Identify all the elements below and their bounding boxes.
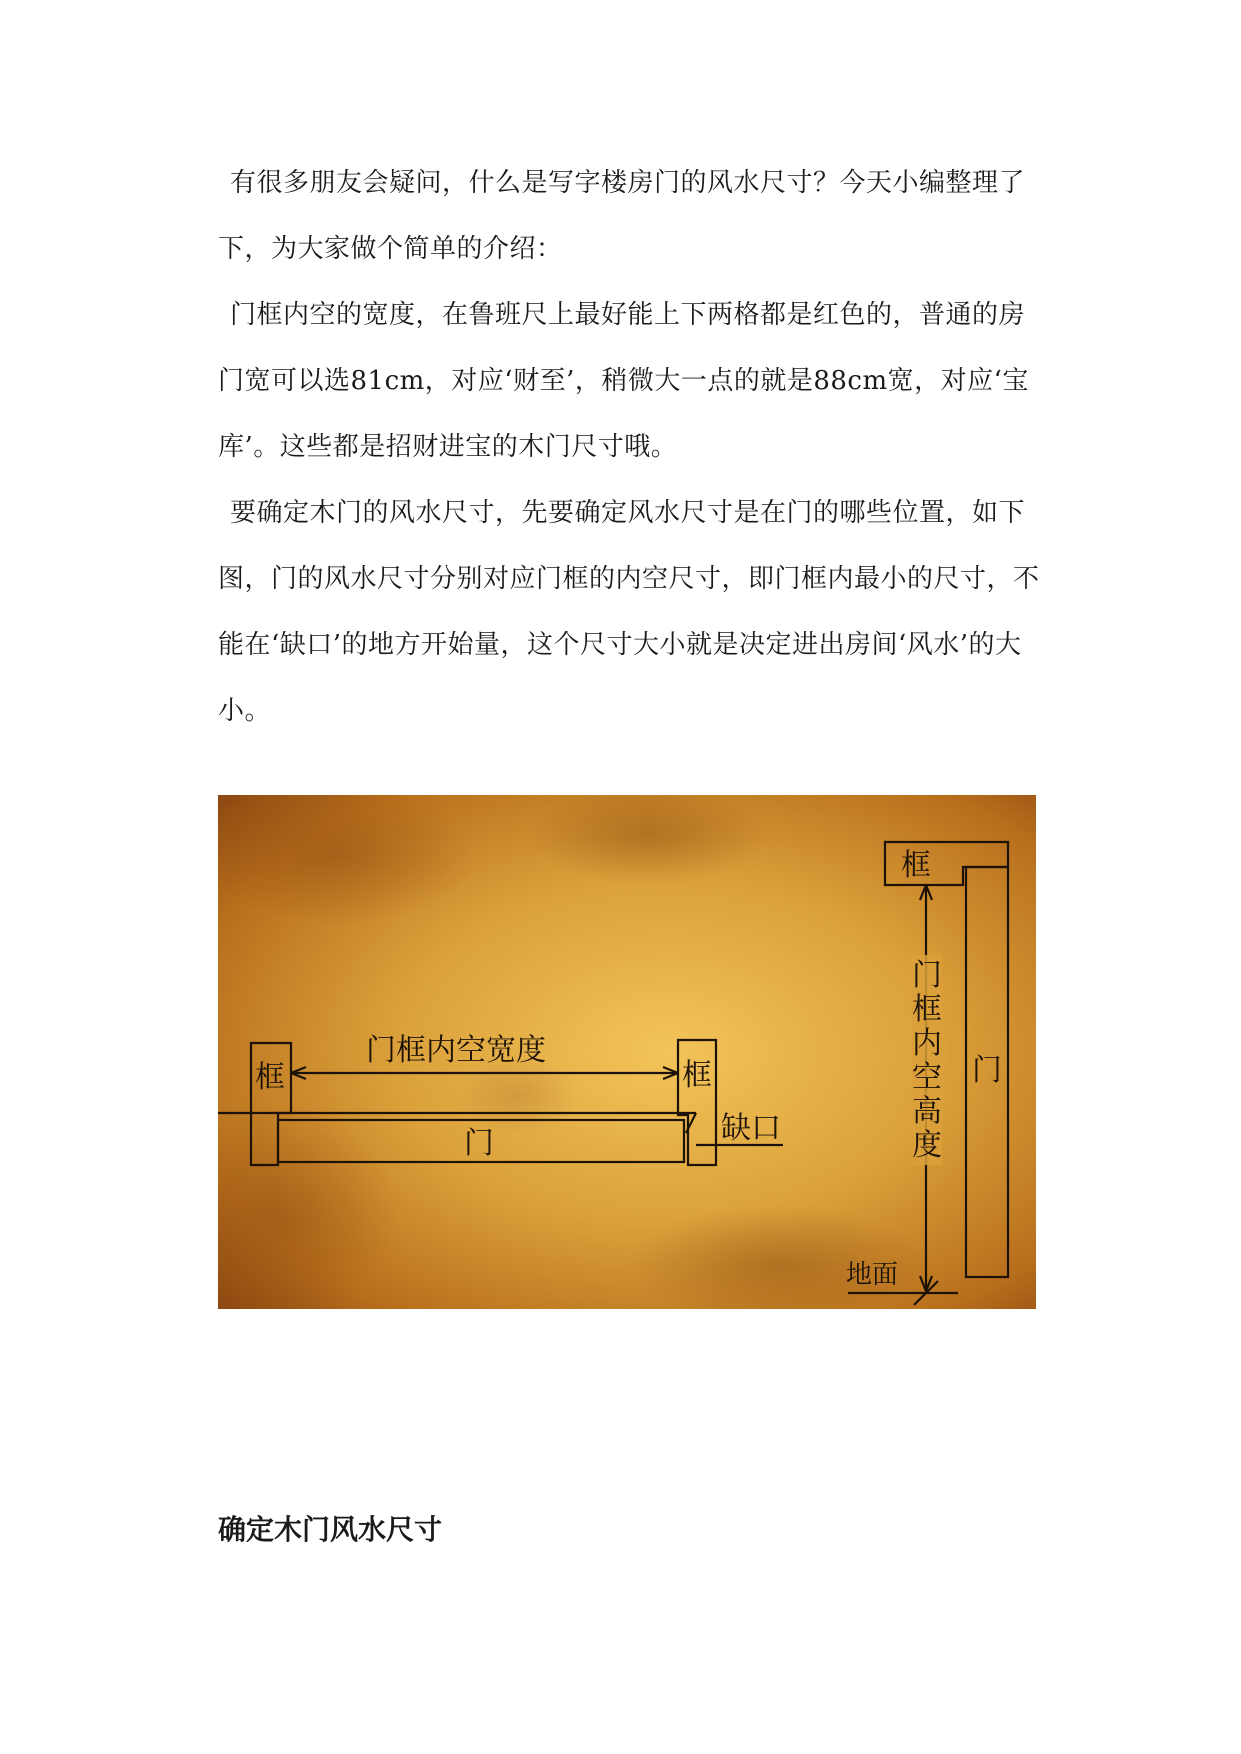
height-label-char: 高 (912, 1094, 942, 1129)
gap-label: 缺口 (721, 1111, 781, 1146)
door-elevation-label: 门 (972, 1053, 1002, 1088)
floor-label: 地面 (846, 1260, 899, 1290)
frame-left-label: 框 (255, 1060, 285, 1095)
height-label-char: 内 (912, 1026, 942, 1061)
height-label (912, 955, 942, 1165)
width-paragraph: 门框内空的宽度，在鲁班尺上最好能上下两格都是红色的，普通的房门宽可以选81cm，对应‘财至’，稍微大一点的就是88cm宽，对应‘宝库’。这些都是招财进宝的木门尺寸哦。 (218, 300, 1029, 462)
frame-top-label: 框 (901, 848, 931, 883)
door-plan-label: 门 (464, 1126, 494, 1161)
height-label-char: 门 (912, 958, 942, 993)
section-heading: 确定木门风水尺寸 (218, 1513, 443, 1546)
height-label-char: 空 (912, 1060, 942, 1095)
height-label-char: 度 (912, 1128, 942, 1163)
width-label: 门框内空宽度 (366, 1033, 546, 1068)
intro-paragraph: 有很多朋友会疑问，什么是写字楼房门的风水尺寸？今天小编整理了下，为大家做个简单的介绍： (218, 168, 1026, 264)
frame-right-label: 框 (682, 1058, 712, 1093)
position-paragraph: 要确定木门的风水尺寸，先要确定风水尺寸是在门的哪些位置，如下图，门的风水尺寸分别对应门框的内空尺寸，即门框内最小的尺寸，不能在‘缺口’的地方开始量，这个尺寸大小就是决定进出房间‘风水’的大小。 (218, 498, 1040, 726)
height-label-char: 框 (912, 992, 942, 1027)
door-frame-diagram (218, 795, 1036, 1309)
